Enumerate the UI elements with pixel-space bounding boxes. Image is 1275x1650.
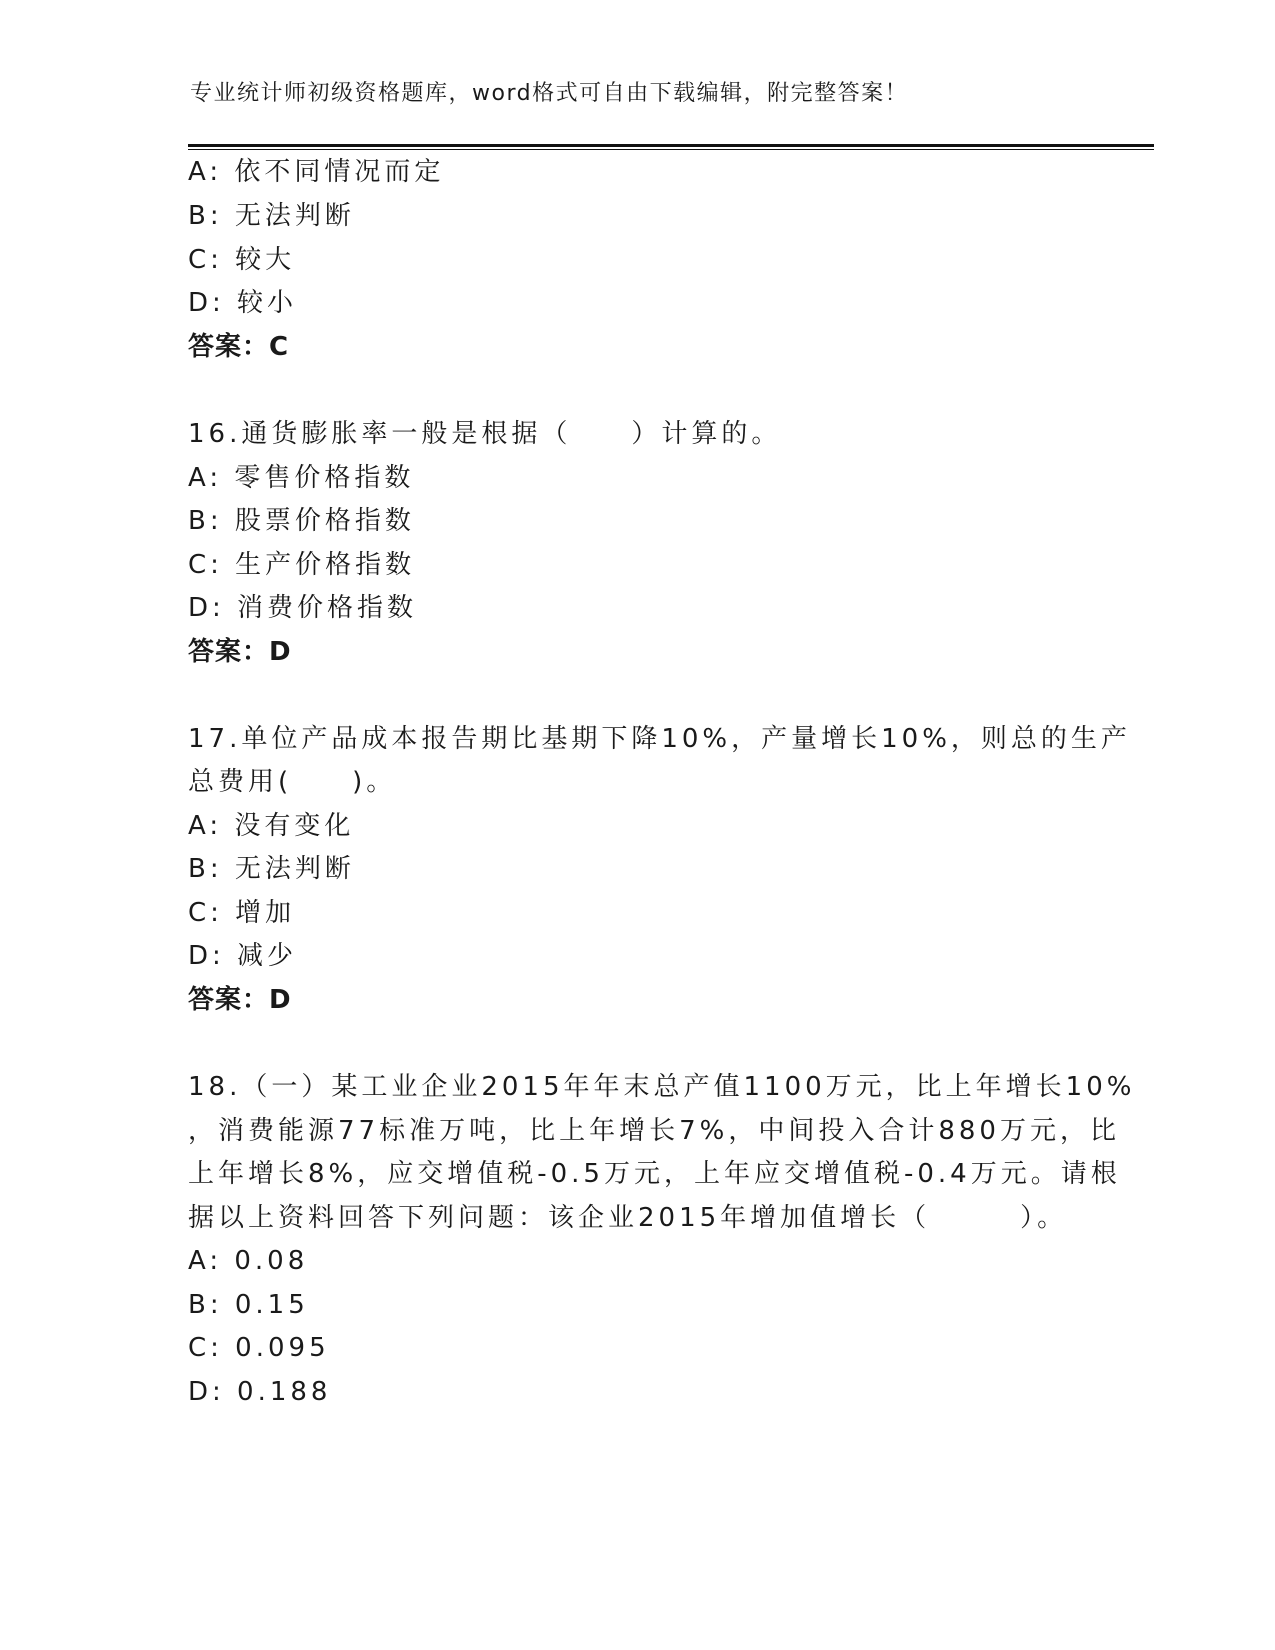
q15-option-a: A: 依不同情况而定 [188,157,445,187]
q18-question-line-1: 18.（一）某工业企业2015年年末总产值1100万元，比上年增长10% [188,1072,1136,1102]
q17-option-c: C: 增加 [188,898,296,928]
q16-answer: 答案：D [188,637,292,667]
q15-answer: 答案：C [188,332,290,362]
q15-option-b: B: 无法判断 [188,201,355,231]
q17-question-line-1: 17.单位产品成本报告期比基期下降10%，产量增长10%，则总的生产 [188,724,1131,754]
q18-option-a: A: 0.08 [188,1246,309,1276]
q16-option-c: C: 生产价格指数 [188,550,416,580]
q18-question-line-2: ，消费能源77标准万吨，比上年增长7%，中间投入合计880万元，比 [188,1116,1120,1146]
q16-option-a: A: 零售价格指数 [188,463,415,493]
q18-option-d: D: 0.188 [188,1377,332,1407]
q17-option-b: B: 无法判断 [188,854,355,884]
q16-option-b: B: 股票价格指数 [188,506,415,536]
q15-option-d: D: 较小 [188,288,298,318]
q17-option-d: D: 减少 [188,941,298,971]
q18-option-c: C: 0.095 [188,1333,330,1363]
q16-option-d: D: 消费价格指数 [188,593,418,623]
q17-answer: 答案：D [188,985,292,1015]
q18-question-line-4: 据以上资料回答下列问题：该企业2015年增加值增长（ ）。 [188,1203,1068,1233]
q17-question-line-2: 总费用( )。 [188,767,397,797]
page-header: 专业统计师初级资格题库，word格式可自由下载编辑，附完整答案！ [190,81,909,106]
q18-question-line-3: 上年增长8%，应交增值税-0.5万元，上年应交增值税-0.4万元。请根 [188,1159,1121,1189]
q15-option-c: C: 较大 [188,245,296,275]
q18-option-b: B: 0.15 [188,1290,309,1320]
header-divider [188,144,1154,150]
q16-question: 16.通货膨胀率一般是根据（ ）计算的。 [188,419,782,449]
q17-option-a: A: 没有变化 [188,811,355,841]
